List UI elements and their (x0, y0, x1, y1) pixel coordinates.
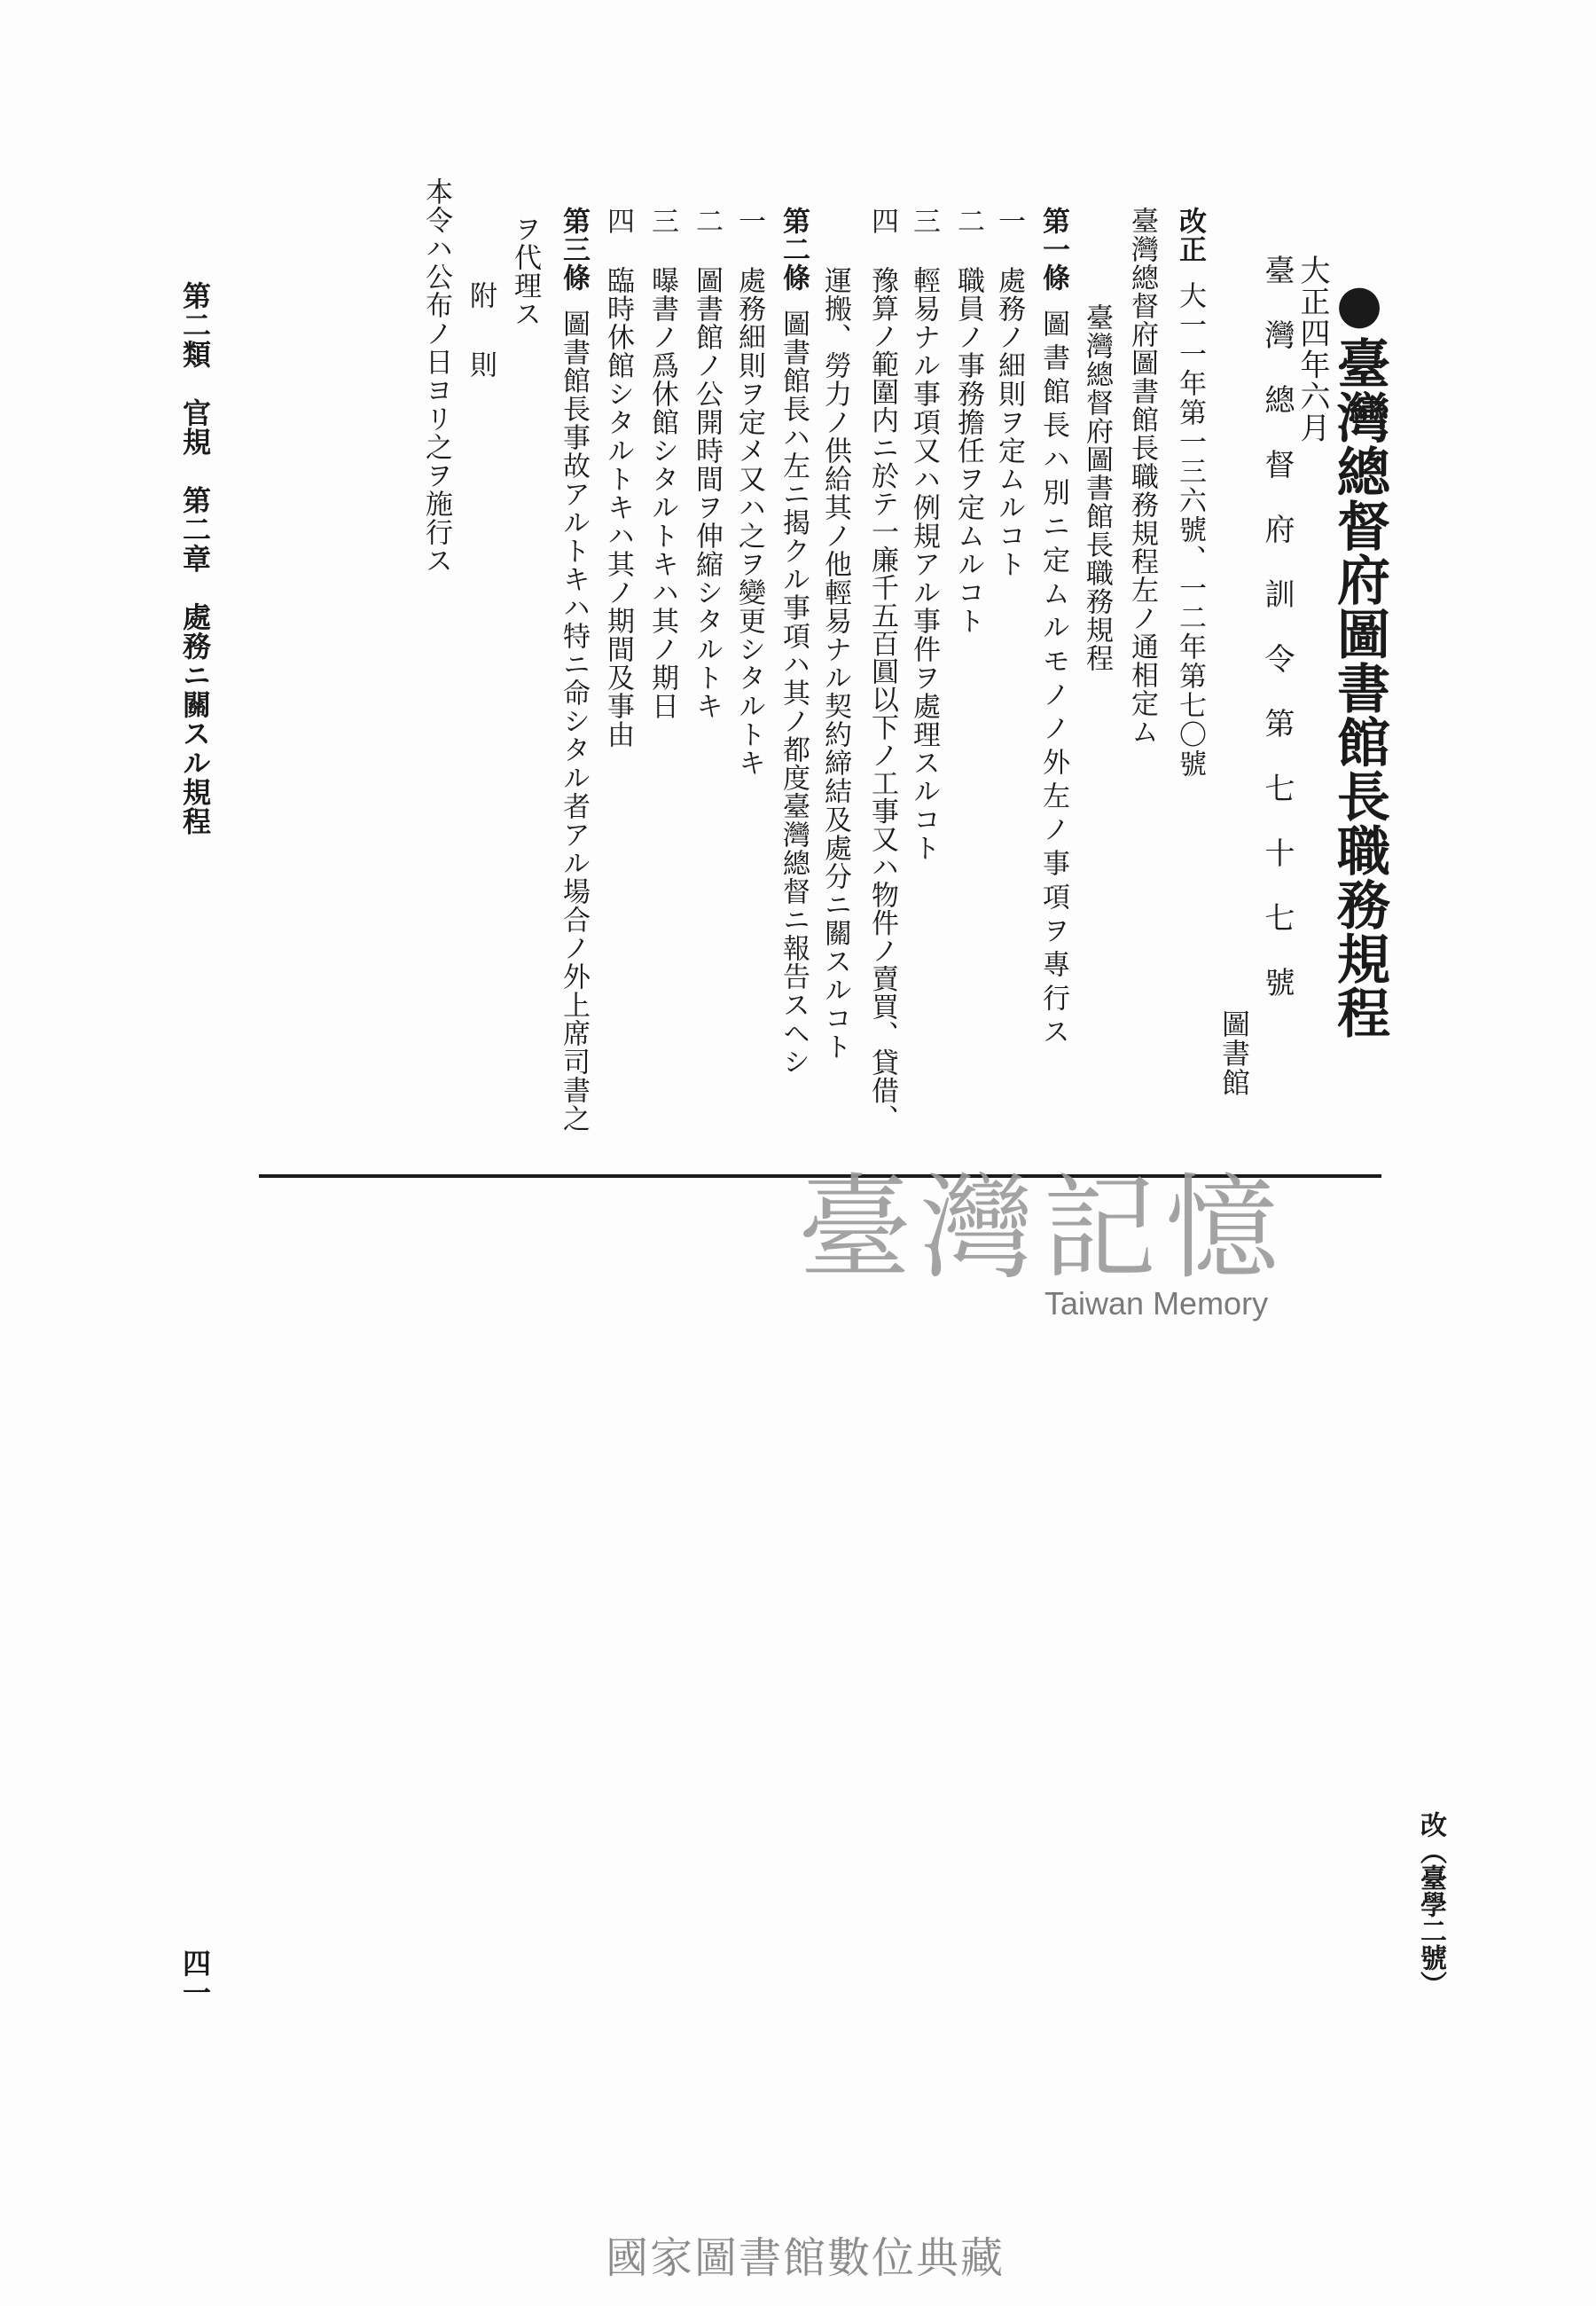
article-label: 第一條 (1037, 207, 1069, 292)
item-number: 二 (952, 207, 984, 235)
item-number: 三 (646, 207, 678, 235)
article-continuation: ヲ代理ス (509, 215, 541, 328)
item-number: 一 (993, 207, 1025, 235)
supplementary-heading: 附 則 (465, 281, 497, 385)
list-item (735, 207, 763, 777)
article-2 (778, 207, 810, 1076)
amendment-line (1174, 207, 1206, 779)
item-text: 豫算ノ範圍内ニ於テ一廉千五百圓以下ノ工事又ハ物件ノ賣買、貸借、 (866, 266, 898, 1133)
list-item (993, 207, 1025, 578)
article-text: 圖書館長ハ左ニ揭クル事項ハ其ノ都度臺灣總督ニ報告スヘシ (778, 310, 810, 1076)
item-text: 輕易ナル事項又ハ例規アル事件ヲ處理スルコト (908, 266, 940, 862)
regulation-title: 臺灣總督府圖書館長職務規程 (1081, 303, 1113, 672)
item-text: 圖書館ノ公開時間ヲ伸縮シタルトキ (691, 266, 723, 720)
watermark-caption: Taiwan Memory (1044, 1285, 1269, 1322)
item-text: 臨時休館シタルトキハ其ノ期間及事由 (602, 266, 634, 749)
list-item (602, 207, 634, 749)
article-label: 第三條 (558, 207, 590, 292)
article-3 (558, 207, 590, 1133)
watermark-logo: 臺灣記憶 (798, 1163, 1288, 1295)
page-number: 四一 (178, 1949, 212, 2007)
document-title: ●臺灣總督府圖書館長職務規程 (1328, 273, 1390, 1039)
item-number: 四 (866, 207, 898, 235)
list-item-continuation: 運搬、勞力ノ供給其ノ他輕易ナル契約締結及處分ニ關スルコト (819, 266, 851, 1061)
list-item (868, 207, 896, 1133)
running-head: 第二類 官規 第二章 處務ニ關スル規程 (178, 281, 212, 836)
article-text: 圖書館長事故アルトキハ特ニ命シタル者アル場合ノ外上席司書之 (558, 310, 590, 1133)
item-number: 三 (908, 207, 940, 235)
list-item (648, 207, 676, 720)
amendment-text: 大一一年第一三六號、一二年第七〇號 (1174, 281, 1206, 779)
item-text: 職員ノ事務擔任ヲ定ムルコト (952, 266, 984, 635)
amendment-label: 改正 (1174, 207, 1206, 263)
item-number: 一 (733, 207, 765, 235)
category-label: 圖書館 (1217, 1009, 1251, 1097)
list-item (691, 207, 723, 720)
item-text: 處務ノ細則ヲ定ムルコト (993, 266, 1025, 578)
article-1 (1039, 207, 1067, 1051)
ordinance-number: 臺灣總督府訓令第七十七號 (1259, 255, 1295, 1031)
item-text: 曝書ノ爲休館シタルトキハ其ノ期日 (646, 266, 678, 720)
revision-note: 改（臺學二號） (1415, 1811, 1446, 1997)
issued-date: 大正四年六月 (1295, 255, 1330, 443)
list-item (908, 207, 940, 862)
list-item (954, 207, 982, 635)
item-number: 二 (691, 207, 723, 235)
item-number: 四 (602, 207, 634, 235)
item-text: 處務細則ヲ定メ又ハ之ヲ變更シタルトキ (733, 266, 765, 777)
footer-credit: 國家圖書館數位典藏 (606, 2233, 1005, 2283)
supplementary-text: 本令ハ公布ノ日ヨリ之ヲ施行ス (420, 177, 452, 575)
article-label: 第二條 (778, 207, 810, 292)
article-text: 圖書館長ハ別ニ定ムルモノノ外左ノ事項ヲ專行ス (1037, 310, 1069, 1051)
enactment-clause: 臺灣總督府圖書館長職務規程左ノ通相定ム (1126, 207, 1158, 746)
